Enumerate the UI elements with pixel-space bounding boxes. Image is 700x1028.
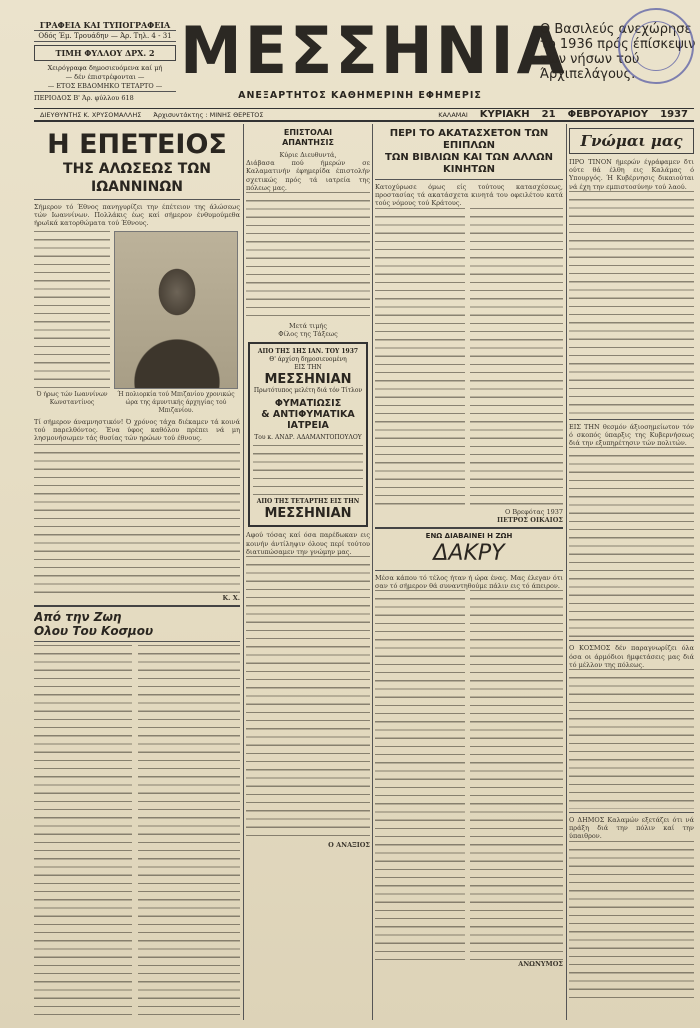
masthead-quote: Ο Βασιλεύς ανεχώρησε το 1936 πρός έπίσκεψιν τών νήσων τού Άρχιπελάγους. [540,22,696,82]
ad-paper-name-2: ΜΕΣΣΗΝΙΑΝ [264,506,352,522]
newspaper-title: ΜΕΣΣΗΝΙΑ [180,12,568,89]
article-lead: Κατοχύρωσε όμως είς τούτους κατασχέσεως, προστασίας τά ακατάσχετα κινητά του οφειλέτου κατά τούς νόμους τού Κράτους. [375,183,563,208]
ad-author: Του κ. ΑΝΔΡ. ΑΔΑΜΑΝΤΟΠΟΥΛΟΥ [254,434,362,442]
headline-tear: ΔΑΚΡΥ [433,541,505,567]
manuscripts-note: Χειρόγραφα δημοσιευόμενα καί μή [47,64,163,72]
section-kicker-letters: ΕΠΙΣΤΟΛΑΙ [283,128,333,137]
headline-anniversary: Η ΕΠΕΤΕΙΟΣ [47,129,227,160]
date-number: 21 [541,109,556,120]
editor-label: Άρχισυντάκτης : ΜΙΝΗΣ ΘΕΡΕΤΟΣ [153,110,264,119]
newspaper-subtitle: ΑΝΕΞΑΡΤΗΤΟΣ ΚΑΘΗΜΕΡΙΝΗ ΕΦΗΜΕΡΙΣ [238,90,482,101]
article-text-block [569,191,694,416]
portrait-photo [114,231,238,389]
column-rule [243,124,244,1020]
day-label: ΚΥΡΙΑΚΗ [479,109,530,120]
offices-address: Οδός Έμ. Τρουάδην — Άρ. Τηλ. 4 - 31 [34,31,176,42]
ad-title-1: ΦΥΜΑΤΙΩΣΙΣ [274,398,342,410]
article-text-block [375,590,465,960]
article-text-block [470,590,563,960]
info-bar [34,108,694,122]
column-rule [566,124,567,1020]
article-text-block [34,444,240,594]
ad-line-2: Θ' άρχίση δημοσιευομένη [269,356,347,364]
manuscripts-note-2: — δέν έπιστρέφονται — [65,73,145,81]
opinion-2-lead: ΕΙΣ ΤΗΝ θεσμόν άξιοσημείωτον τόν ό σκοπός ύπαρξις της Κυβερνήσεως διά την εξυπηρέτησιν τών πολιτών. [569,422,694,448]
offices-label: ΓΡΑΦΕΙΑ ΚΑΙ ΤΥΠΟΓΡΑΦΕΙΑ [34,20,176,31]
article-lead: Μέσα κάπου τό τέλος ήταν ή ώρα ένας. Μας έλεγαν ότι σαν τό σήμερον θά συναντηθούμε πάλιν εις τό άπειρον. [375,574,563,591]
opinion-4-lead: Ο ΔΗΜΟΣ Καλαμών εξετάζει ότι νά πράξη διά την πόλιν καί την ύπαιθρον. [569,816,694,841]
ad-text-block [253,445,363,495]
opinion-1-lead: ΠΡΟ ΤΙΝΟΝ ήμερών έγράφαμεν δτι ούτε θά έλθη εις Καλάμας ό Υπουργός. Ή Κυβέρνησις δικαιούται νά έχη την εμπιστοσύνην τού λαού. [569,158,694,191]
column-3 [375,124,563,1020]
column-1 [34,124,240,1020]
director-label: ΔΙΕΥΘΥΝΤΗΣ Κ. ΧΡΥΣΟΜΑΛΛΗΣ [40,110,142,119]
year-label: — ΕΤΟΣ ΕΒΔΟΜΗΚΟ ΤΕΤΑΡΤΟ — [47,82,163,90]
photo-caption-left: Ό ήρως τών Ιωαννίνων Κωνσταντίνος [36,390,108,406]
headline-furniture: ΠΕΡΙ ΤΟ ΑΚΑΤΑΣΧΕΤΟΝ ΤΩΝ ΕΠΙΠΛΩΝ [389,128,549,151]
ad-line-1: ΑΠΟ ΤΗΣ 1ΗΣ ΙΑΝ. ΤΟΥ 1937 [257,348,359,356]
column-rule [372,124,373,1020]
headline-opinions: Γνώμαι μας [580,132,683,150]
advertisement-box [248,342,368,527]
masthead-info-box [34,20,176,106]
opinion-3-lead: Ο ΚΟΣΜΟΣ δέν παραγνωρίζει όλα όσα οι άρμόδιοι ήμφετάσεις μας διά τό μέλλον της πόλεως. [569,644,694,669]
ad-paper-name: ΜΕΣΣΗΝΙΑΝ [264,372,352,388]
headline-ioannina: ΤΗΣ ΑΛΩΣΕΩΣ ΤΩΝ ΙΩΑΝΝΙΝΩΝ [63,161,211,195]
article-text-block [569,669,694,809]
ad-title-2: & ΑΝΤΙΦΥΜΑΤΙΚΑ ΙΑΤΡΕΙΑ [261,409,355,432]
article-text-block [34,231,110,389]
price-label: ΤΙΜΗ ΦΥΛΛΟΥ ΔΡΧ. 2 [34,45,176,61]
ad-line-5: ΑΠΟ ΤΗΣ ΤΕΤΑΡΤΗΣ ΕΙΣ ΤΗΝ [256,498,360,506]
article-text-block [246,556,370,841]
ad-line-4: Πρωτότυπος μελέτη διά τόν Τίτλον [253,387,363,395]
letter-sign-1: Μετά τιμής [289,322,327,331]
article-body: Αφού τόσας καί όσα παρέδωκαν εις κοινήν άντίληψιν όλους περί τούτου διατυπώσαμεν την γνώμην μας. [246,531,370,556]
letter-sign-2: Φίλος της Τάξεως [278,330,338,339]
city-label: ΚΑΛΑΜΑΙ [438,110,468,119]
letter-body: Διάβασα πού ήμερών σε Καλαματινήν έφημερίδα έπιστολήν σχετικώς πρός τά ιατρεία της πόλεως μας. [246,159,370,192]
ad-line-3: ΕΙΣ ΤΗΝ [294,364,322,372]
article-dateline: Ο Βρεφότας 1937 [504,507,563,516]
article-byline: Ο ΑΝΑΞΙΟΣ [328,841,370,850]
article-text-block [375,208,465,508]
headline-from-life: Από την Ζωη [34,610,122,625]
article-byline: ΠΕΤΡΟΣ ΟΙΚΑΙΟΣ [496,515,563,524]
photo-caption-right: Ή πολιορκία τού Μπιζανίου χρονικώς ώρα της άμυντικής άρχηγίας τού Μπιζανίου. [117,390,235,414]
article-text-block [470,208,563,508]
article-signature: Κ. Χ. [222,594,240,603]
article-lead: Σήμερον τό Έθνος πανηγυρίζει την έπέτειον της άλώσεως τών Ιωαννίνων. Πολλάκις έως καί σήμερον ένθυμούμεθα ήρωϊκά κατορθώματα τού Έθνους. [34,203,240,228]
article-byline: ΑΝΩΝΥΜΟΣ [518,960,563,969]
headline-books: ΤΩΝ ΒΙΒΛΙΩΝ ΚΑΙ ΤΩΝ ΑΛΛΩΝ ΚΙΝΗΤΩΝ [385,152,553,175]
column-4 [569,124,694,1020]
section-kicker-life: ΕΝΩ ΔΙΑΒΑΙΝΕΙ Η ΖΩΗ [425,532,513,541]
article-text-block [569,841,694,1001]
article-text-block [138,645,240,1020]
issue-number: ΠΕΡΙΟΔΟΣ Β' Άρ. φύλλου 618 [34,91,176,102]
article-text-block [246,192,370,322]
section-kicker-replies: ΑΠΑΝΤΗΣΙΣ [282,138,334,147]
article-text-block [569,447,694,637]
letter-salutation: Κύριε Διευθυντά, [279,151,337,159]
library-stamp [618,8,694,84]
article-body-2: Τί σήμερον άναμνηστικόν! Ό χρόνος τάχα διέκαμεν τά κοινά τού παρελθόντος. Ένα ύφος καθόλου πρέπει νά μη λησμονήσωμεν τάς θυσίας τών ηρώων τού έθνους. [34,417,240,443]
article-text-block [34,645,132,1020]
headline-whole-world: Ολου Του Κοσμου [34,624,154,639]
year-number: 1937 [660,109,688,120]
month-label: ΦΕΒΡΟΥΑΡΙΟΥ [567,109,649,120]
column-2 [246,124,370,1020]
